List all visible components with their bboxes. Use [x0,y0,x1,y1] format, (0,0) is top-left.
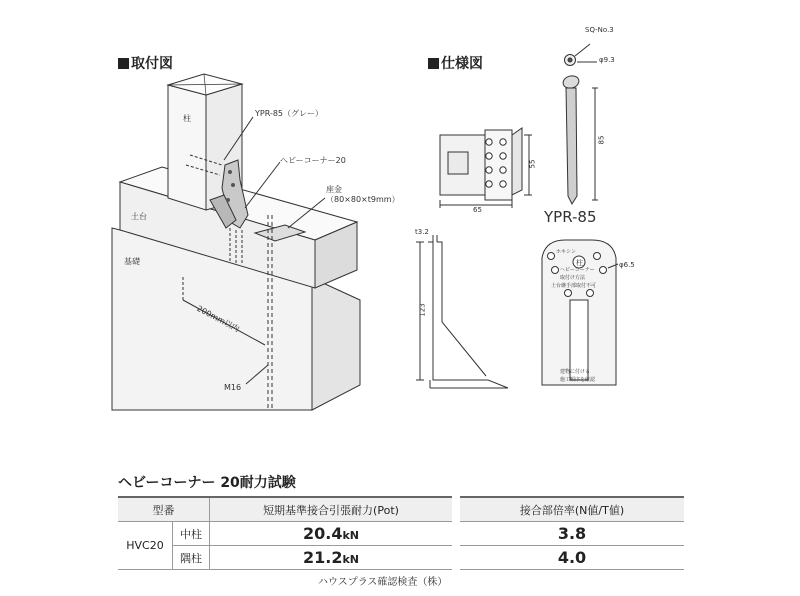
height-123-label: 123 [418,303,427,317]
plate-stamp-5: 土台継手部取付不可 [551,283,597,289]
washer-size-label: （80×80×t9mm） [326,195,400,204]
table-row [460,522,684,546]
product-label: ヘビーコーナー20 [280,156,346,165]
pillar-label: 柱 [183,114,191,123]
ratio-value: 4.0 [460,546,684,570]
hole-diameter-label: φ6.5 [619,261,635,269]
sq-label: SQ-No.3 [585,26,614,34]
bolt-label: M16 [224,383,242,392]
plate-stamp-6: 建物に付ける [560,369,591,375]
position-cell: 隅柱 [173,546,210,570]
strength-cell [210,546,453,570]
strength-value: 20.4 [302,524,343,543]
installation-heading-text: 取付図 [131,56,173,72]
model-label: YPR-85 [544,208,597,226]
plate-stamp-2: ヘビーコーナー [560,267,595,273]
sill-label: 土台 [131,212,147,221]
header-strength: 短期基準接合引張耐力(Pot) [210,497,453,522]
head-diameter-label: φ9.3 [599,56,615,64]
strength-value: 21.2 [302,548,343,567]
screw-length-label: 85 [597,135,606,145]
foundation-label: 基礎 [124,257,140,266]
plate-stamp-1: ホキシン [556,249,576,255]
table-row [460,546,684,570]
header-ratio: 接合部倍率(N値/T値) [460,497,684,522]
strength-cell [210,522,453,546]
test-footnote: ハウスプラス確認検査（株） [318,577,448,588]
thickness-label: t3.2 [415,228,429,236]
strength-table [118,496,452,570]
ratio-table [460,496,684,570]
table-row [118,522,452,546]
model-cell: HVC20 [118,522,173,570]
spec-heading-text: 仕様図 [441,56,483,72]
width-65-label: 65 [473,206,482,214]
height-55-label: 55 [528,159,537,169]
position-cell: 中柱 [173,522,210,546]
strength-unit: kN [342,529,359,542]
distance-label: 200mm以内 [195,303,241,334]
strength-unit: kN [342,553,359,566]
plate-stamp-pillar: 柱 [576,259,583,267]
header-model: 型番 [118,497,210,522]
washer-label: 座金 [326,185,342,194]
screw-label: YPR-85（グレー） [255,109,324,118]
ratio-value: 3.8 [460,522,684,546]
table-title: ヘビーコーナー 20耐力試験 [118,475,296,491]
plate-stamp-7: 施工順序を確認 [560,377,596,383]
plate-stamp-4: 取付け方法 [560,275,586,281]
